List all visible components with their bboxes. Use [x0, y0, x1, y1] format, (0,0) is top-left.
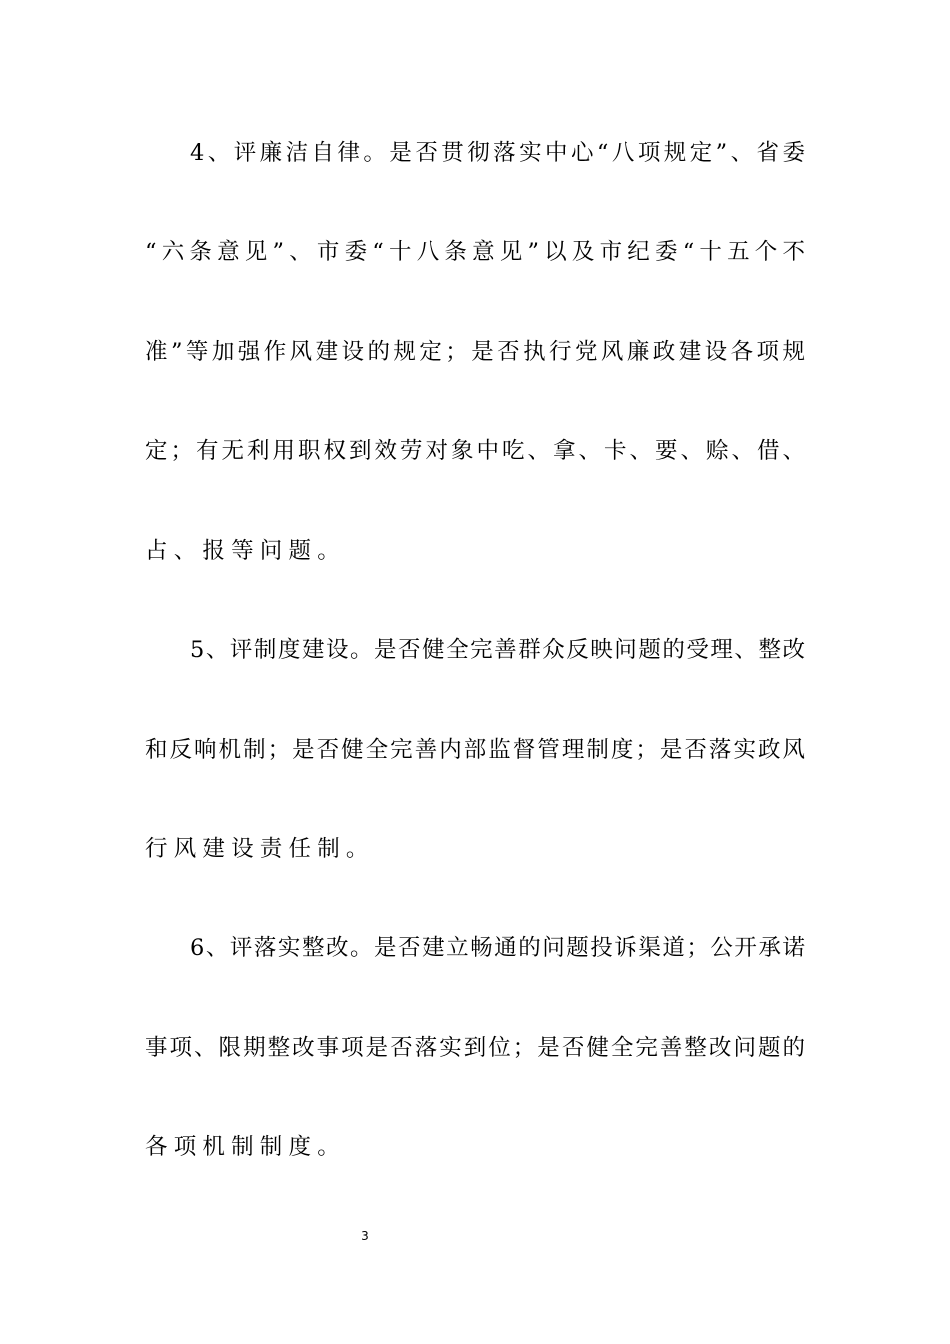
- paragraph-5-line-1: 5、评制度建设。是否健全完善群众反映问题的受理、整改: [190, 637, 805, 663]
- paragraph-4-line-5: 占、报等问题。: [145, 538, 346, 564]
- paragraph-6-line-2: 事项、限期整改事项是否落实到位；是否健全完善整改问题的: [145, 1035, 805, 1061]
- page-number: 3: [361, 1229, 369, 1243]
- paragraph-4-line-2: “六条意见”、市委“十八条意见”以及市纪委“十五个不: [145, 239, 805, 265]
- paragraph-4-line-3: 准”等加强作风建设的规定；是否执行党风廉政建设各项规: [145, 339, 805, 365]
- paragraph-5-line-2: 和反响机制；是否健全完善内部监督管理制度；是否落实政风: [145, 737, 805, 763]
- paragraph-6-line-3: 各项机制制度。: [145, 1134, 346, 1160]
- paragraph-5-line-3: 行风建设责任制。: [145, 836, 375, 862]
- paragraph-4-line-4: 定；有无利用职权到效劳对象中吃、拿、卡、要、赊、借、: [145, 438, 805, 464]
- paragraph-4-line-1: 4、评廉洁自律。是否贯彻落实中心“八项规定”、省委: [190, 140, 805, 166]
- paragraph-6-line-1: 6、评落实整改。是否建立畅通的问题投诉渠道；公开承诺: [190, 935, 805, 961]
